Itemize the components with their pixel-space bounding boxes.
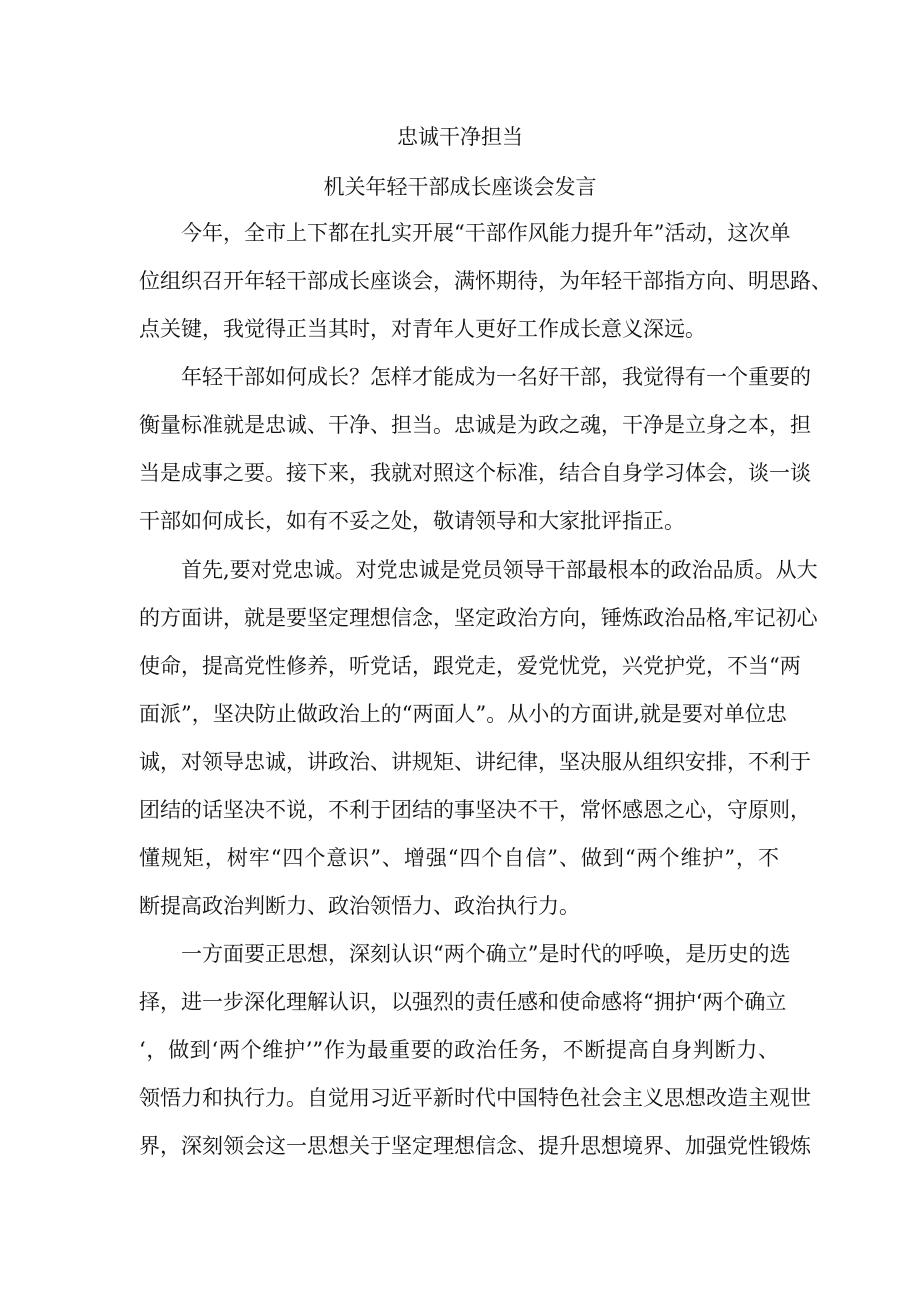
text-line: 面派”，坚决防止做政治上的“两面人”。从小的方面讲,就是要对单位忠 [139, 702, 787, 726]
text-line: 懂规矩，树牢“四个意识”、增强“四个自信”、做到“两个维护”，不 [139, 846, 779, 870]
text-line: 首先,要对党忠诚。对党忠诚是党员领导干部最根本的政治品质。从大 [181, 558, 818, 582]
text-line: 今年，全市上下都在扎实开展“干部作风能力提升年”活动，这次单 [181, 221, 791, 245]
text-line: 点关键，我觉得正当其时，对青年人更好工作成长意义深远。 [139, 317, 706, 341]
text-line: 年轻干部如何成长？怎样才能成为一名好干部，我觉得有一个重要的 [181, 365, 811, 389]
text-line: ‘，做到‘两个维护’”作为最重要的政治任务，不断提高自身判断力、 [139, 1038, 779, 1062]
text-line: 当是成事之要。接下来，我就对照这个标准，结合自身学习体会，谈一谈 [139, 461, 811, 485]
text-line: 诚，对领导忠诚，讲政治、讲规矩、讲纪律，坚决服从组织安排，不利于 [139, 750, 811, 774]
text-line: 界，深刻领会这一思想关于坚定理想信念、提升思想境界、加强党性锻炼 [139, 1134, 811, 1158]
text-line: 衡量标准就是忠诚、干净、担当。忠诚是为政之魂，干净是立身之本，担 [139, 413, 811, 437]
document-subtitle: 机关年轻干部成长座谈会发言 [323, 175, 597, 199]
text-line: 一方面要正思想，深刻认识“两个确立”是时代的呼唤，是历史的选 [181, 942, 791, 966]
document-title: 忠诚干净担当 [397, 125, 523, 149]
text-line: 择，进一步深化理解认识，以强烈的责任感和使命感将“拥护‘两个确立 [139, 990, 787, 1014]
text-line: 使命，提高党性修养，听党话，跟党走，爱党忧党，兴党护党，不当“两 [139, 654, 801, 678]
text-line: 团结的话坚决不说，不利于团结的事坚决不干，常怀感恩之心，守原则， [139, 798, 811, 822]
text-line: 的方面讲，就是要坚定理想信念，坚定政治方向，锤炼政治品格,牢记初心 [139, 606, 818, 630]
text-line: 领悟力和执行力。自觉用习近平新时代中国特色社会主义思想改造主观世 [139, 1086, 811, 1110]
text-line: 断提高政治判断力、政治领悟力、政治执行力。 [139, 894, 580, 918]
text-line: 位组织召开年轻干部成长座谈会，满怀期待，为年轻干部指方向、明思路、 [139, 269, 832, 293]
text-line: 干部如何成长，如有不妥之处，敬请领导和大家批评指正。 [139, 509, 685, 533]
